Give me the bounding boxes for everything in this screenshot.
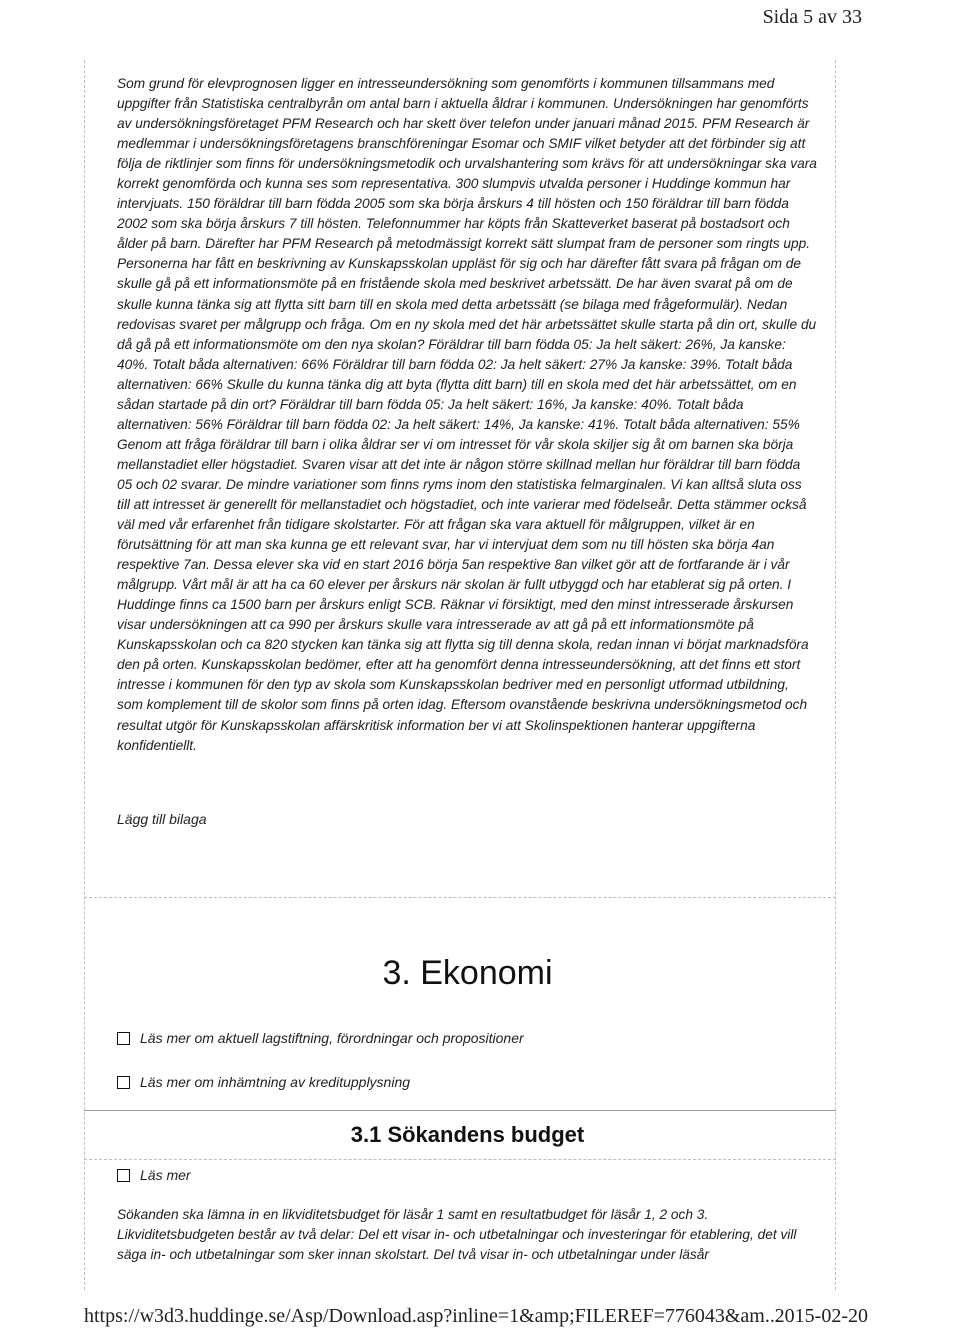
- section-title: 3. Ekonomi: [382, 954, 553, 992]
- survey-description: [117, 74, 817, 756]
- read-more-legislation-label: Läs mer om aktuell lagstiftning, förordningar och propositioner: [140, 1030, 524, 1046]
- read-more-legislation-row[interactable]: [117, 1030, 524, 1046]
- budget-intro-paragraph: Sökanden ska lämna in en likviditetsbudget för läsår 1 samt en resultatbudget för läsår 1, 2 och 3. Likviditetsbudgeten består av två delar: Del ett visar in- och utbetalningar och investeringar för etablering, det vill säga in- och utbetalningar som sker innan skolstart. Del två visar in- och utbetalningar under läsår: [117, 1207, 797, 1262]
- page-number: Sida 5 av 33: [762, 6, 862, 28]
- right-border-line: [835, 60, 836, 1290]
- section-divider-top: [84, 897, 836, 898]
- checkbox-icon[interactable]: [117, 1076, 130, 1089]
- read-more-budget-label: Läs mer: [140, 1167, 191, 1183]
- read-more-credit-row[interactable]: [117, 1074, 410, 1090]
- read-more-credit-label: Läs mer om inhämtning av kreditupplysning: [140, 1074, 411, 1090]
- checkbox-icon[interactable]: [117, 1032, 130, 1045]
- section-divider-middle: [84, 1110, 836, 1111]
- footer-url: https://w3d3.huddinge.se/Asp/Download.asp?inline=1&amp;FILEREF=776043&am...: [84, 1305, 780, 1327]
- read-more-budget-row[interactable]: [117, 1167, 191, 1183]
- attachment-note: Lägg till bilaga: [117, 811, 207, 827]
- section-divider-lower: [84, 1159, 836, 1160]
- checkbox-icon[interactable]: [117, 1169, 130, 1182]
- survey-paragraph: Som grund för elevprognosen ligger en intresseundersökning som genomförts i kommunen tillsammans med uppgifter från Statistiska centralbyrån om antal barn i aktuella åldrar i kommunen. Undersökningen har genomförts av undersökningsföretaget PFM Research och har skett över telefon under januari månad 2015. PFM Research är medlemmar i undersökningsföretagens branschföreningar Esomar och SMIF vilket betyder att det förbinder sig att följa de riktlinjer som finns för undersökningsmetodik och urvalshantering som krävs för att undersökningar ska vara korrekt genomförda och kunna ses som representativa. 300 slumpvis utvalda personer i Huddinge kommun har intervjuats. 150 föräldrar till barn födda 2005 som ska börja årskurs 4 till hösten och 150 föräldrar till barn födda 2002 som ska börja årskurs 7 till hösten. Telefonnummer har köpts från Skatteverket baserat på bostadsort och ålder på barn. Därefter har PFM Research på metodmässigt korrekt sätt slumpat fram de personer som ringts upp. Personerna har fått en beskrivning av Kunskapsskolan uppläst för sig och har därefter fått svara på frågan om de skulle gå på ett informationsmöte på en fristående skola med beskrivet arbetssätt. De har även svarat på om de skulle kunna tänka sig att flytta sitt barn till en skola med detta arbetssätt (se bilaga med frågeformulär). Nedan redovisas svaret per målgrupp och fråga. Om en ny skola med det här arbetssättet skulle starta på din ort, skulle du då gå på ett informationsmöte om den nya skolan? Föräldrar till barn födda 05: Ja helt säkert: 26%, Ja kanske: 40%. Totalt båda alternativen: 66% Föräldrar till barn födda 02: Ja helt säkert: 27% Ja kanske: 39%. Totalt båda alternativen: 66% Skulle du kunna tänka dig att byta (flytta ditt barn) till en skola med det här arbetssättet, om en sådan startade på din ort? Föräldrar till barn födda 05: Ja helt säkert: 16%, Ja kanske: 40%. Totalt båda alternativen: 56% Föräldrar till barn födda 02: Ja helt säkert: 14%, Ja kanske: 41%. Totalt båda alternativen: 55% Genom att fråga föräldrar till barn i olika åldrar ser vi om intresset för vår skola skiljer sig åt om barnen ska börja mellanstadiet eller högstadiet. Svaren visar att det inte är någon större skillnad mellan hur föräldrar till barn födda 05 och 02 svarar. De mindre variationer som finns ryms inom den statistiska felmarginalen. Vi kan alltså sluta oss till att intresset är generellt för mellanstadiet och högstadiet, och inte varierar med födelseår. Detta stämmer också väl med vår erfarenhet från tidigare skolstarter. För att frågan ska vara aktuell för målgruppen, vilket är en förutsättning för att man ska kunna ge ett relevant svar, har vi intervjuat dem som nu till hösten ska börja 4an respektive 7an. Dessa elever ska vid en start 2016 börja 5an respektive 8an vilket gör att de fortfarande är i vår målgrupp. Vårt mål är att ha ca 60 elever per årskurs när skolan är fullt utbyggd och har etablerat sig på orten. I Huddinge finns ca 1500 barn per årskurs enligt SCB. Räknar vi försiktigt, med den minst intresserade årskursen visar undersökningen att ca 990 per årskurs skulle vara intresserade av att gå på ett informationsmöte på Kunskapsskolan och ca 820 stycken kan tänka sig att flytta sig till denna skola, redan innan vi börjat marknadsföra den på orten. Kunskapsskolan bedömer, efter att ha genomfört denna intresseundersökning, att det finns ett stort intresse i kommunen för den typ av skola som Kunskapsskolan bedriver med en personligt utformad utbildning, som komplement till de skolor som finns på orten idag. Eftersom ovanstående beskrivna undersökningsmetod och resultat utgör för Kunskapsskolan affärskritisk information ber vi att Skolinspektionen hanterar uppgifterna konfidentiellt.: [117, 76, 817, 753]
- subsection-title: 3.1 Sökandens budget: [350, 1122, 585, 1147]
- left-border-line: [84, 60, 85, 1290]
- budget-intro: [117, 1205, 817, 1265]
- footer-date: 2015-02-20: [774, 1305, 868, 1327]
